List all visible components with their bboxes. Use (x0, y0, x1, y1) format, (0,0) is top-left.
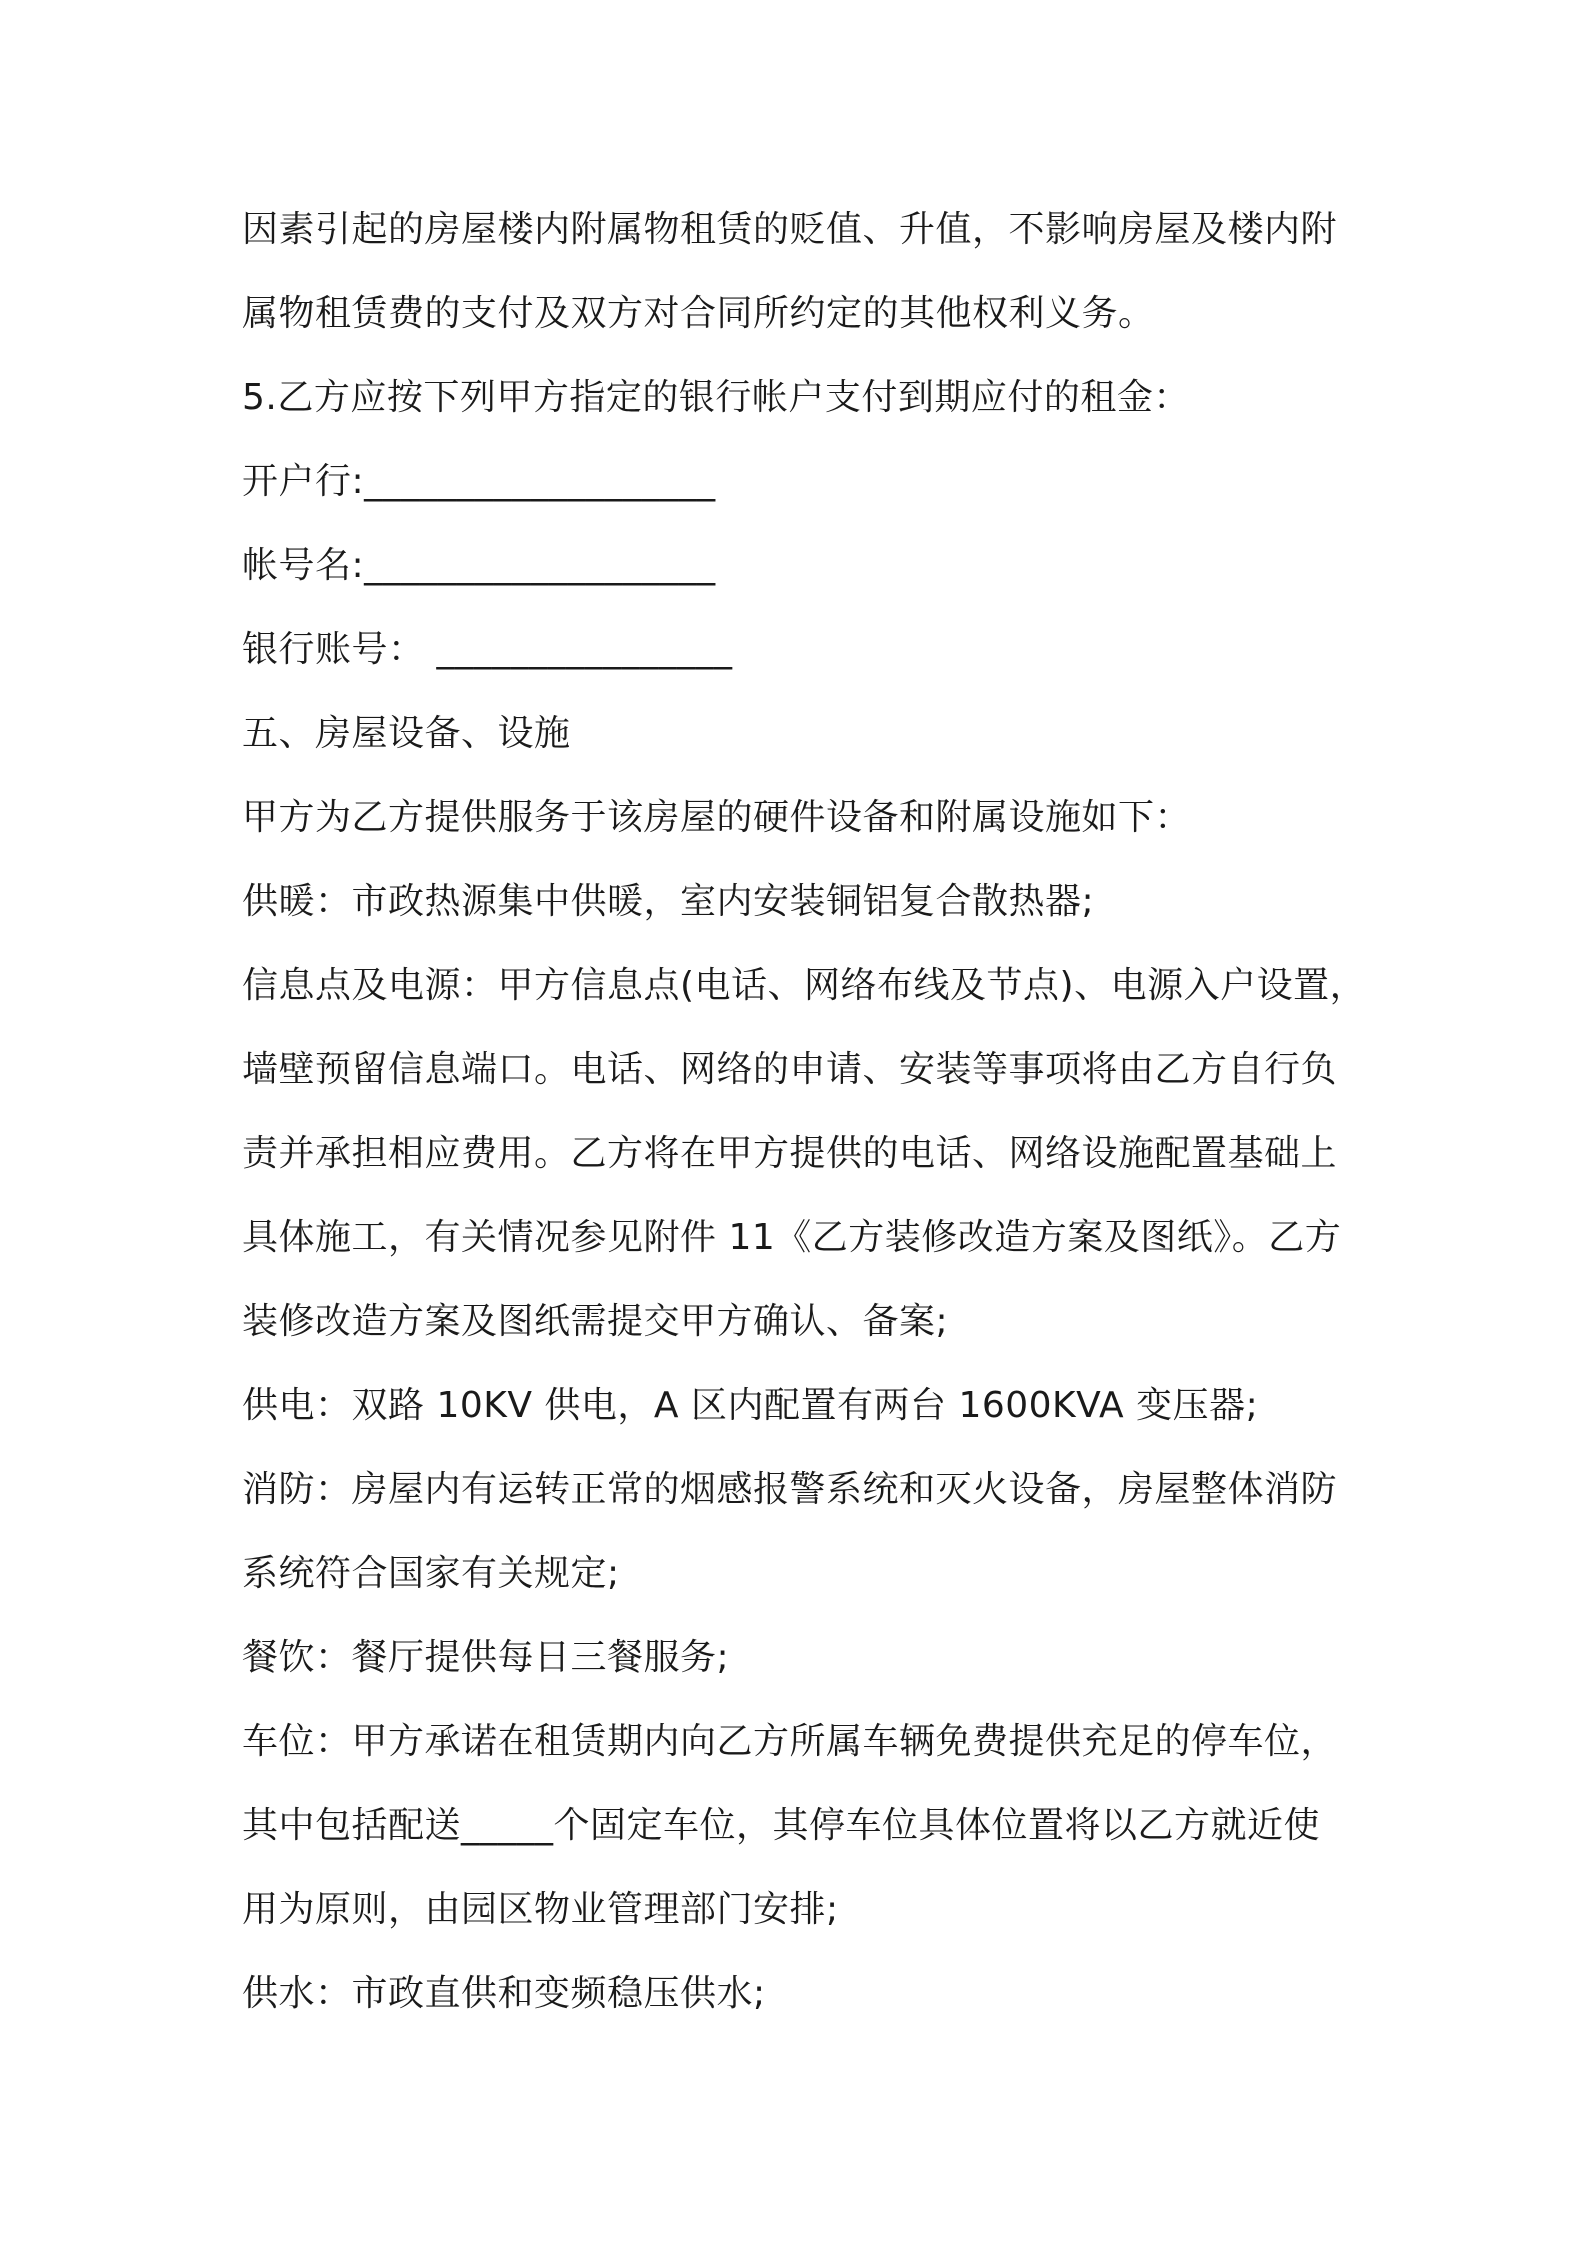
account-name-field: 帐号名:___________________ (242, 545, 716, 586)
text-line: 属物租赁费的支付及双方对合同所约定的其他权利义务。 (242, 293, 1155, 334)
water-supply-item: 供水：市政直供和变频稳压供水; (242, 1973, 766, 2014)
parking-item: 车位：甲方承诺在租赁期内向乙方所属车辆免费提供充足的停车位， (242, 1721, 1338, 1762)
section-five-title: 五、房屋设备、设施 (242, 713, 571, 754)
text-line: 装修改造方案及图纸需提交甲方确认、备案; (242, 1301, 949, 1342)
account-number-field: 银行账号： ________________ (242, 629, 733, 670)
text-line: 责并承担相应费用。乙方将在甲方提供的电话、网络设施配置基础上 (242, 1133, 1338, 1174)
text-line: 甲方为乙方提供服务于该房屋的硬件设备和附属设施如下： (242, 797, 1192, 838)
bank-name-field: 开户行:___________________ (242, 461, 716, 502)
fire-safety-item: 消防：房屋内有运转正常的烟感报警系统和灭火设备，房屋整体消防 (242, 1469, 1338, 1510)
text-line: 用为原则，由园区物业管理部门安排; (242, 1889, 839, 1930)
text-line: 系统符合国家有关规定; (242, 1553, 620, 1594)
text-line: 其中包括配送_____个固定车位，其停车位具体位置将以乙方就近使 (242, 1805, 1321, 1846)
dining-item: 餐饮：餐厅提供每日三餐服务; (242, 1637, 730, 1678)
info-power-item: 信息点及电源：甲方信息点(电话、网络布线及节点)、电源入户设置， (242, 965, 1367, 1006)
heating-item: 供暖：市政热源集中供暖，室内安装铜铝复合散热器; (242, 881, 1095, 922)
text-line: 因素引起的房屋楼内附属物租赁的贬值、升值，不影响房屋及楼内附 (242, 209, 1338, 250)
power-supply-item: 供电：双路 10KV 供电，A 区内配置有两台 1600KVA 变压器; (242, 1385, 1259, 1426)
text-line: 墙壁预留信息端口。电话、网络的申请、安装等事项将由乙方自行负 (242, 1049, 1338, 1090)
section-5-heading: 5.乙方应按下列甲方指定的银行帐户支付到期应付的租金： (242, 377, 1190, 418)
text-line: 具体施工，有关情况参见附件 11《乙方装修改造方案及图纸》。乙方 (242, 1217, 1342, 1258)
